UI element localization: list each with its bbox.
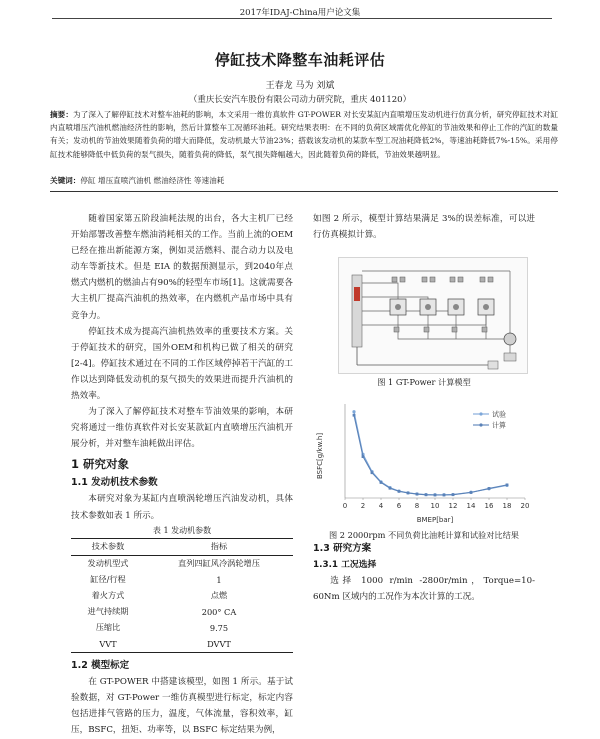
chart-series-line: [354, 412, 507, 495]
chart-point: [443, 494, 446, 497]
throttle-block: [354, 287, 360, 301]
affiliation: （重庆长安汽车股份有限公司动力研究院，重庆 401120）: [188, 95, 412, 105]
section-heading-1: 1 研究对象: [71, 457, 130, 472]
table-header-cell: 技术参数: [91, 541, 125, 552]
table-cell: 1: [216, 574, 222, 585]
chart-point: [389, 487, 392, 490]
table-cell: DVVT: [207, 638, 231, 649]
table-cell: 点燃: [210, 590, 228, 601]
chart-point: [353, 414, 356, 417]
table-header-row: [71, 538, 293, 555]
left-column: [71, 211, 293, 738]
table-cell: VVT: [99, 638, 117, 649]
paragraph-1-2: 在 GT-POWER 中搭建该模型，如图 1 所示。基于试验数据，对 GT-Power 一维仿真模型进行标定，标定内容包括进排气管路的压力，温度，气体流量，容积效率，缸压，BSFC，扭矩、功率等，以 BSFC 标定结果为例，: [71, 676, 293, 735]
chart-x-tick-label: 14: [466, 502, 476, 510]
table-row: [71, 620, 293, 636]
right-column-bottom: [313, 541, 535, 605]
chart-point: [416, 493, 419, 496]
chart-point: [470, 491, 473, 494]
chart-x-tick-label: 6: [396, 502, 402, 510]
abstract: [50, 108, 558, 161]
legend-label: 计算: [492, 421, 506, 430]
keywords: [50, 175, 558, 187]
chart-x-tick-label: 2: [360, 502, 366, 510]
right-column-top: [313, 211, 535, 243]
chart-point: [407, 492, 410, 495]
paragraph-1-1: 本研究对象为某缸内直喷涡轮增压汽油发动机，具体技术参数如表 1 所示。: [71, 494, 293, 521]
section-heading-1-3-1: 1.3.1 工况选择: [313, 560, 377, 570]
chart-point: [488, 487, 491, 490]
intro-paragraph-2: 停缸技术成为提高汽油机热效率的重要技术方案。关于停缸技术的研究，国外OEM和机构已做了相关的研究[2-4]。停缸技术通过在不同的工作区域停掉若干汽缸的工作以达到降低发动机的泵气损失的效果进而提升汽油机的热效率。: [71, 326, 293, 402]
paragraph-1-3-1: 选择 1000 r/min -2800r/min，Torque=10-60Nm 区域内的工况作为本次计算的工况。: [313, 576, 535, 603]
table-cell: 压缩比: [95, 622, 121, 633]
header-rule: [52, 18, 552, 19]
section-heading-1-1: 1.1 发动机技术参数: [71, 477, 158, 489]
table-header-cell: 指标: [210, 541, 228, 552]
table-row: [71, 636, 293, 653]
chart-point: [506, 483, 509, 486]
intro-paragraph-1: 随着国家第五阶段油耗法规的出台，各大主机厂已经开始部署改善整车燃油消耗相关的工作。当前上流的OEM已经在推出新能源方案，例如灵活燃料、混合动力以及电动车等新技术。但是 EIA 的数据预测显示，到2040年点燃式内燃机的燃油占有90%的轻型车市场[1]。这就需要各大主机厂提高汽油机的热效率，在内燃机产品市场中具有竞争力。: [71, 214, 293, 321]
chart-x-tick-label: 8: [414, 502, 420, 510]
keywords-label: 关键词：: [50, 176, 81, 185]
figure-2-caption: 图 2 2000rpm 不同负荷比油耗计算和试验对比结果: [329, 530, 519, 540]
chart-x-tick-label: 0: [342, 502, 348, 510]
table-row: [71, 588, 293, 604]
chart-point: [362, 455, 365, 458]
table-cell: 9.75: [209, 622, 229, 633]
table-row: [71, 604, 293, 620]
table-row: [71, 572, 293, 588]
chart-series-line: [354, 415, 507, 495]
chart-x-tick-label: 12: [448, 502, 458, 510]
intake-plenum: [352, 275, 362, 347]
chart-point: [452, 493, 455, 496]
figure-1-caption: 图 1 GT-Power 计算模型: [377, 377, 471, 387]
chart-point: [352, 410, 355, 413]
chart-point: [434, 494, 437, 497]
paper-title: 停缸技术降整车油耗评估: [214, 51, 386, 69]
chart-point: [380, 481, 383, 484]
chart-x-tick-label: 10: [430, 502, 440, 510]
table-cell: 着火方式: [91, 590, 125, 601]
chart-y-axis-label: BSFC[g/kw.h]: [316, 432, 324, 480]
chart-point: [371, 471, 374, 474]
table-cell: 200° CA: [201, 606, 237, 617]
abstract-rule: [50, 191, 558, 192]
table-caption: 表 1 发动机参数: [152, 525, 212, 535]
turbocharger: [504, 333, 516, 345]
authors: 王春龙 马为 刘斌: [265, 81, 335, 91]
abstract-label: 摘要：: [50, 110, 73, 119]
chart-x-tick-label: 20: [520, 502, 530, 510]
chart-x-tick-label: 4: [378, 502, 384, 510]
intro-paragraph-3: 为了深入了解停缸技术对整车节油效果的影响，本研究将通过一维仿真软件对长安某款缸内直喷增压汽油机开展分析，并对整车油耗做出评估。: [71, 407, 293, 450]
running-header: 2017年IDAJ-China用户论文集: [239, 8, 361, 18]
table-cell: 直列四缸风冷涡轮增压: [178, 558, 260, 569]
keywords-text: 停缸 增压直喷汽油机 燃油经济性 等速油耗: [80, 176, 225, 185]
chart-point: [425, 493, 428, 496]
table-cell: 发动机型式: [87, 558, 129, 569]
abstract-text: 为了深入了解停缸技术对整车油耗的影响，本文采用一维仿真软件 GT-POWER 对长安某缸内直喷增压发动机进行仿真分析，研究停缸技术对缸内直喷增压汽油机燃油经济性的影响，然后计算整车工况循环油耗。研究结果表明：在不同的负荷区域需优化停缸的节油效果和停止工作的汽缸的数量有关；发动机的节油效果随着负荷的增大而降低，发动机最大节油23%；搭载该发动机的某款车型工况油耗降低2%，等速油耗降低7%-15%。采用停缸技术能够降低中低负荷的泵气损失，随着负荷的降低，泵气损失降幅越大，因此随着负荷的降低，节油效果越明显。: [50, 110, 558, 159]
bsfc-comparison-chart: [313, 398, 535, 526]
legend-marker: [479, 412, 482, 415]
table-cell: 进气持续期: [87, 606, 129, 617]
chart-x-tick-label: 18: [502, 502, 512, 510]
chart-x-axis-label: BMEP[bar]: [416, 516, 454, 524]
paragraph-right-top: 如图 2 所示，模型计算结果满足 3%的误差标准，可以进行仿真模拟计算。: [313, 214, 535, 241]
engine-parameter-table: [71, 538, 293, 653]
table-cell: 缸径/行程: [90, 574, 126, 585]
aftertreatment: [504, 353, 516, 361]
legend-marker: [479, 423, 482, 426]
chart-point: [398, 490, 401, 493]
legend-label: 试验: [492, 410, 506, 419]
section-heading-1-2: 1.2 模型标定: [71, 659, 130, 671]
table-row: [71, 555, 293, 572]
section-heading-1-3: 1.3 研究方案: [313, 543, 372, 554]
chart-x-tick-label: 16: [484, 502, 494, 510]
gt-power-model-figure: [338, 257, 528, 374]
